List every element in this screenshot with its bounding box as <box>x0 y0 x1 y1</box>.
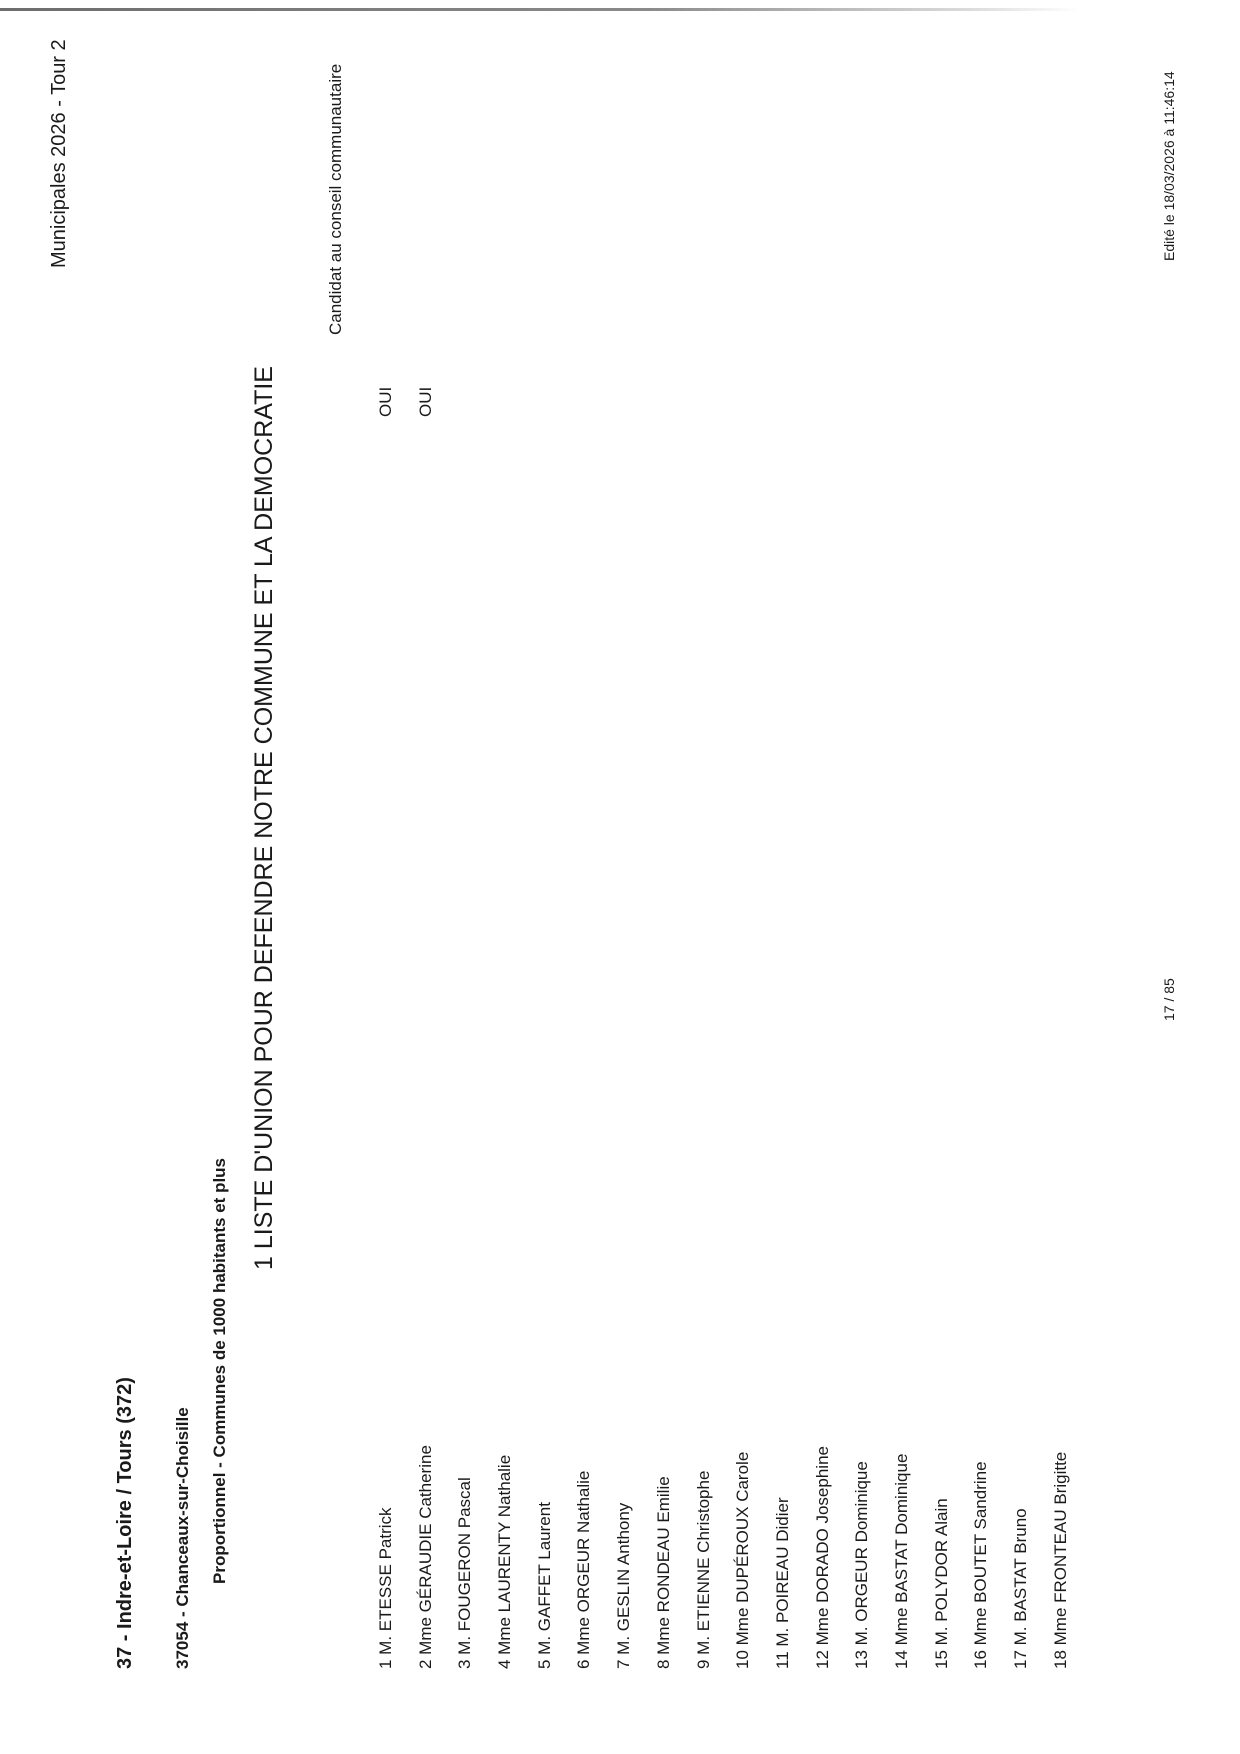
candidate-row: 15 M. POLYDOR Alain <box>931 1498 951 1669</box>
communautaire-value: OUI <box>376 386 395 417</box>
scrutin-type: Proportionnel - Communes de 1000 habitants et plus <box>210 1157 229 1584</box>
communautaire-value <box>971 387 1011 417</box>
communautaire-value <box>813 387 853 417</box>
communautaire-value <box>694 387 734 417</box>
communautaire-value <box>455 387 495 417</box>
candidate-row: 16 Mme BOUTET Sandrine <box>971 1461 991 1669</box>
candidate-row: 3 M. FOUGERON Pascal <box>455 1477 475 1669</box>
candidate-row: 13 M. ORGEUR Dominique <box>852 1461 872 1669</box>
communautaire-value <box>495 387 535 417</box>
communautaire-value <box>614 387 654 417</box>
candidate-row: 2 Mme GÉRAUDIE Catherine <box>415 1445 435 1669</box>
candidate-row: 17 M. BASTAT Bruno <box>1011 1508 1030 1669</box>
communautaire-value <box>852 387 892 417</box>
communautaire-value <box>1011 387 1051 417</box>
candidate-row: 7 M. GESLIN Anthony <box>614 1502 634 1669</box>
communautaire-value <box>1051 387 1091 417</box>
candidate-row: 12 Mme DORADO Josephine <box>812 1446 832 1669</box>
communautaire-value <box>773 387 813 417</box>
candidate-row: 1 M. ETESSE Patrick <box>376 1507 395 1669</box>
candidate-row: 4 Mme LAURENTY Nathalie <box>495 1454 515 1669</box>
election-title: Municipales 2026 - Tour 2 <box>48 39 70 268</box>
list-title: 1 LISTE D'UNION POUR DEFENDRE NOTRE COMMUNE ET LA DEMOCRATIE <box>250 366 278 1270</box>
communautaire-value <box>654 387 694 417</box>
communautaire-value <box>574 387 614 417</box>
page-number: 17 / 85 <box>1161 978 1177 1021</box>
communautaire-value <box>733 387 773 417</box>
candidate-row: 18 Mme FRONTEAU Brigitte <box>1050 1451 1070 1669</box>
communautaire-value: OUI <box>415 386 435 417</box>
commune-heading: 37054 - Chanceaux-sur-Choisille <box>173 1407 192 1669</box>
edit-timestamp: Edité le 18/03/2026 à 11:46:14 <box>1161 71 1177 261</box>
column-header-communautaire: Candidat au conseil communautaire <box>326 63 345 335</box>
candidate-row: 6 Mme ORGEUR Nathalie <box>574 1470 594 1669</box>
communautaire-column <box>376 387 1090 417</box>
candidate-row: 8 Mme RONDEAU Emilie <box>653 1476 673 1669</box>
candidate-list <box>376 1445 1090 1669</box>
candidate-row: 14 Mme BASTAT Dominique <box>891 1453 911 1669</box>
communautaire-value <box>932 387 972 417</box>
communautaire-value <box>535 387 575 417</box>
communautaire-value <box>892 387 932 417</box>
department-heading: 37 - Indre-et-Loire / Tours (372) <box>114 1377 136 1669</box>
candidate-row: 10 Mme DUPÉROUX Carole <box>733 1451 753 1669</box>
candidate-row: 11 M. POIREAU Didier <box>772 1497 792 1669</box>
candidate-row: 9 M. ETIENNE Christophe <box>693 1470 713 1669</box>
candidate-row: 5 M. GAFFET Laurent <box>534 1502 554 1669</box>
